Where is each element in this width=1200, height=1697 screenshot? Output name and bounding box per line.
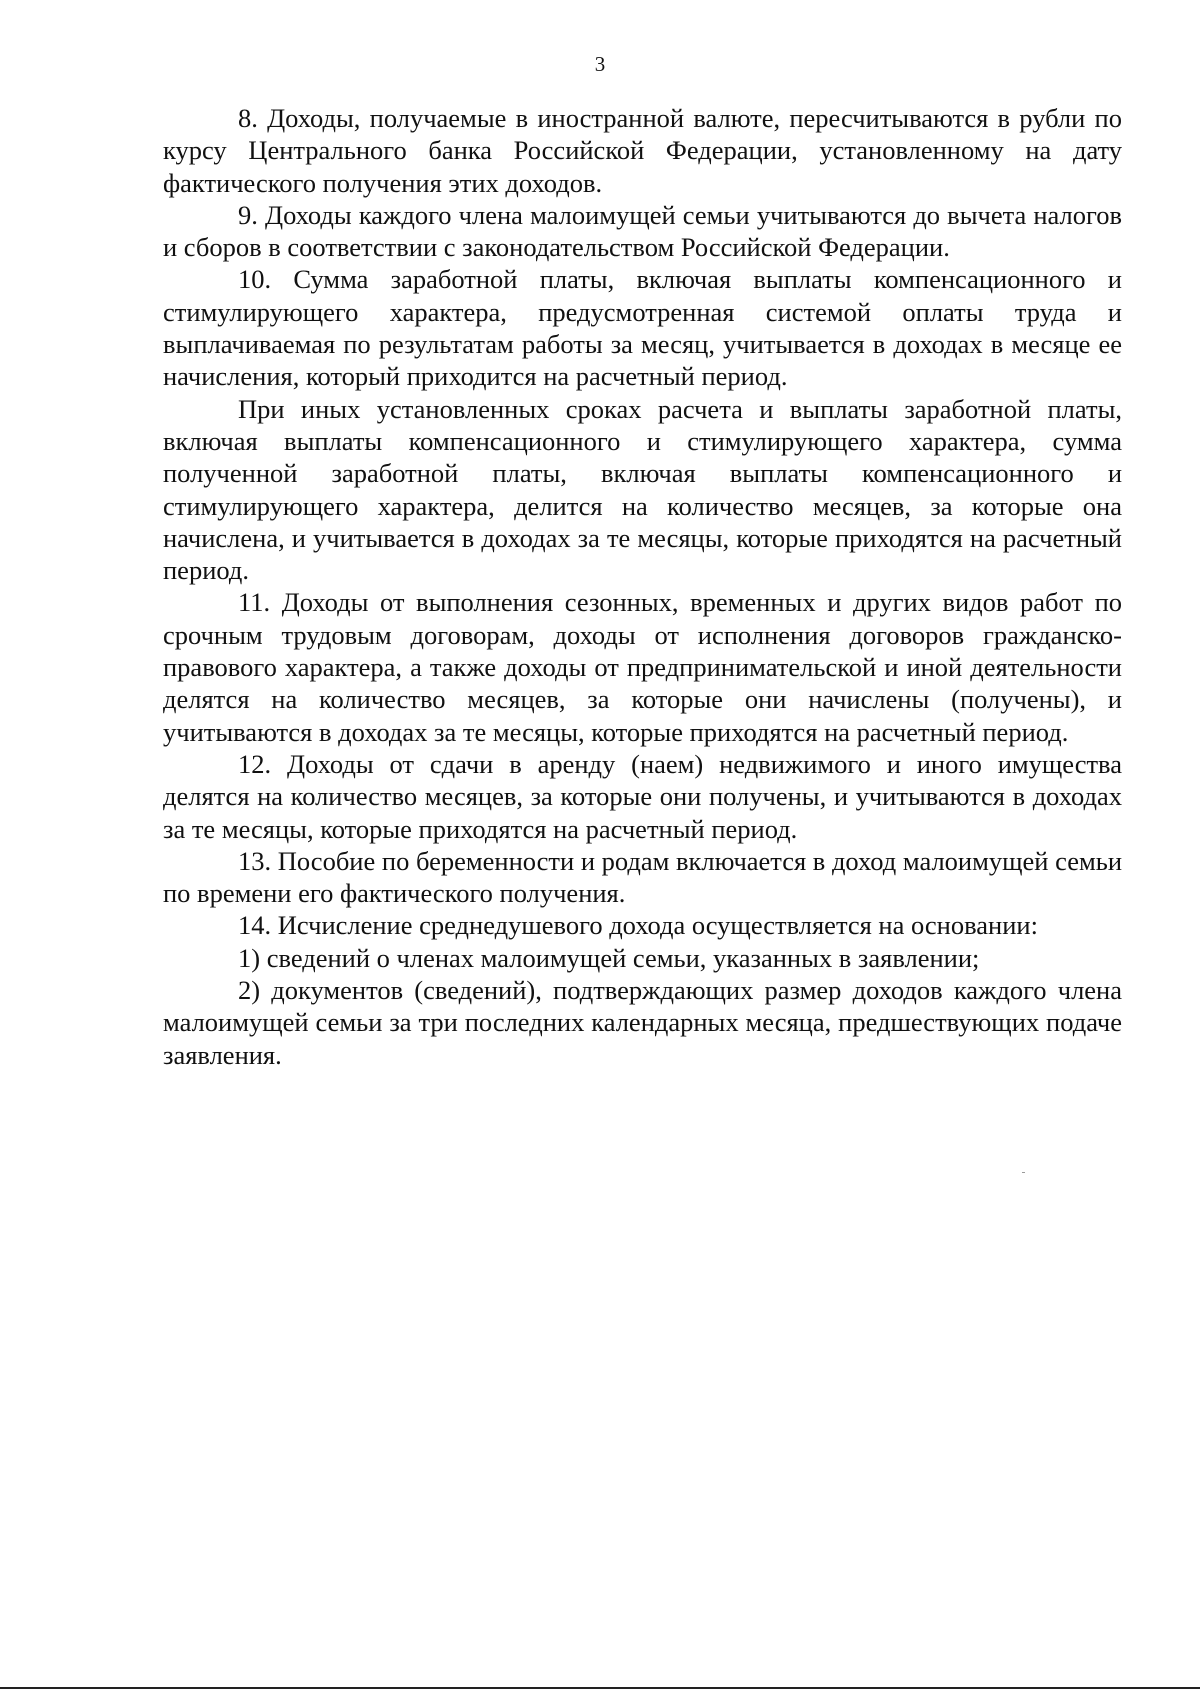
page-number: 3: [594, 52, 606, 76]
list-item-2-income-documents: 2) документов (сведений), подтверждающих размер доходов каждого члена малоимущей семьи за три последних календарных месяца, предшествующих подаче заявления.: [163, 975, 1122, 1070]
paragraph-13-maternity-benefit: 13. Пособие по беременности и родам включается в доход малоимущей семьи по времени его фактического получения.: [163, 845, 1122, 909]
scan-edge-line: [0, 1687, 1200, 1689]
paragraph-11-seasonal-work: 11. Доходы от выполнения сезонных, временных и других видов работ по срочным трудовым договорам, доходы от исполнения договоров гражданско-правового характера, а также доходы от предпринимательской и иной деятельности делятся на количество месяцев, за которые они начислены (получены), и учитываются в доходах за те месяцы, которые приходятся на расчетный период.: [163, 587, 1122, 747]
paragraph-8-foreign-currency: 8. Доходы, получаемые в иностранной валюте, пересчитываются в рубли по курсу Центрального банка Российской Федерации, установленному на дату фактического получения этих доходов.: [163, 103, 1122, 198]
paragraph-14-calculation-basis: 14. Исчисление среднедушевого дохода осуществляется на основании:: [238, 910, 1038, 941]
list-item-1-family-members: 1) сведений о членах малоимущей семьи, указанных в заявлении;: [238, 942, 980, 973]
scan-speck: [1022, 1172, 1025, 1173]
paragraph-10-other-terms: При иных установленных сроках расчета и выплаты заработной платы, включая выплаты компенсационного и стимулирующего характера, сумма полученной заработной платы, включая выплаты компенсационного и стимулирующего характера, делится на количество месяцев, за которые она начислена, и учитывается в доходах за те месяцы, которые приходятся на расчетный период.: [163, 393, 1122, 586]
document-body: [163, 102, 1122, 1071]
paragraph-9-before-taxes: 9. Доходы каждого члена малоимущей семьи учитываются до вычета налогов и сборов в соответствии с законодательством Российской Федерации.: [163, 199, 1122, 263]
paragraph-10-salary: 10. Сумма заработной платы, включая выплаты компенсационного и стимулирующего характера, предусмотренная системой оплаты труда и выплачиваемая по результатам работы за месяц, учитывается в доходах в месяце ее начисления, который приходится на расчетный период.: [163, 264, 1122, 392]
paragraph-12-rent-income: 12. Доходы от сдачи в аренду (наем) недвижимого и иного имущества делятся на количество месяцев, за которые они получены, и учитываются в доходах за те месяцы, которые приходятся на расчетный период.: [163, 748, 1122, 844]
